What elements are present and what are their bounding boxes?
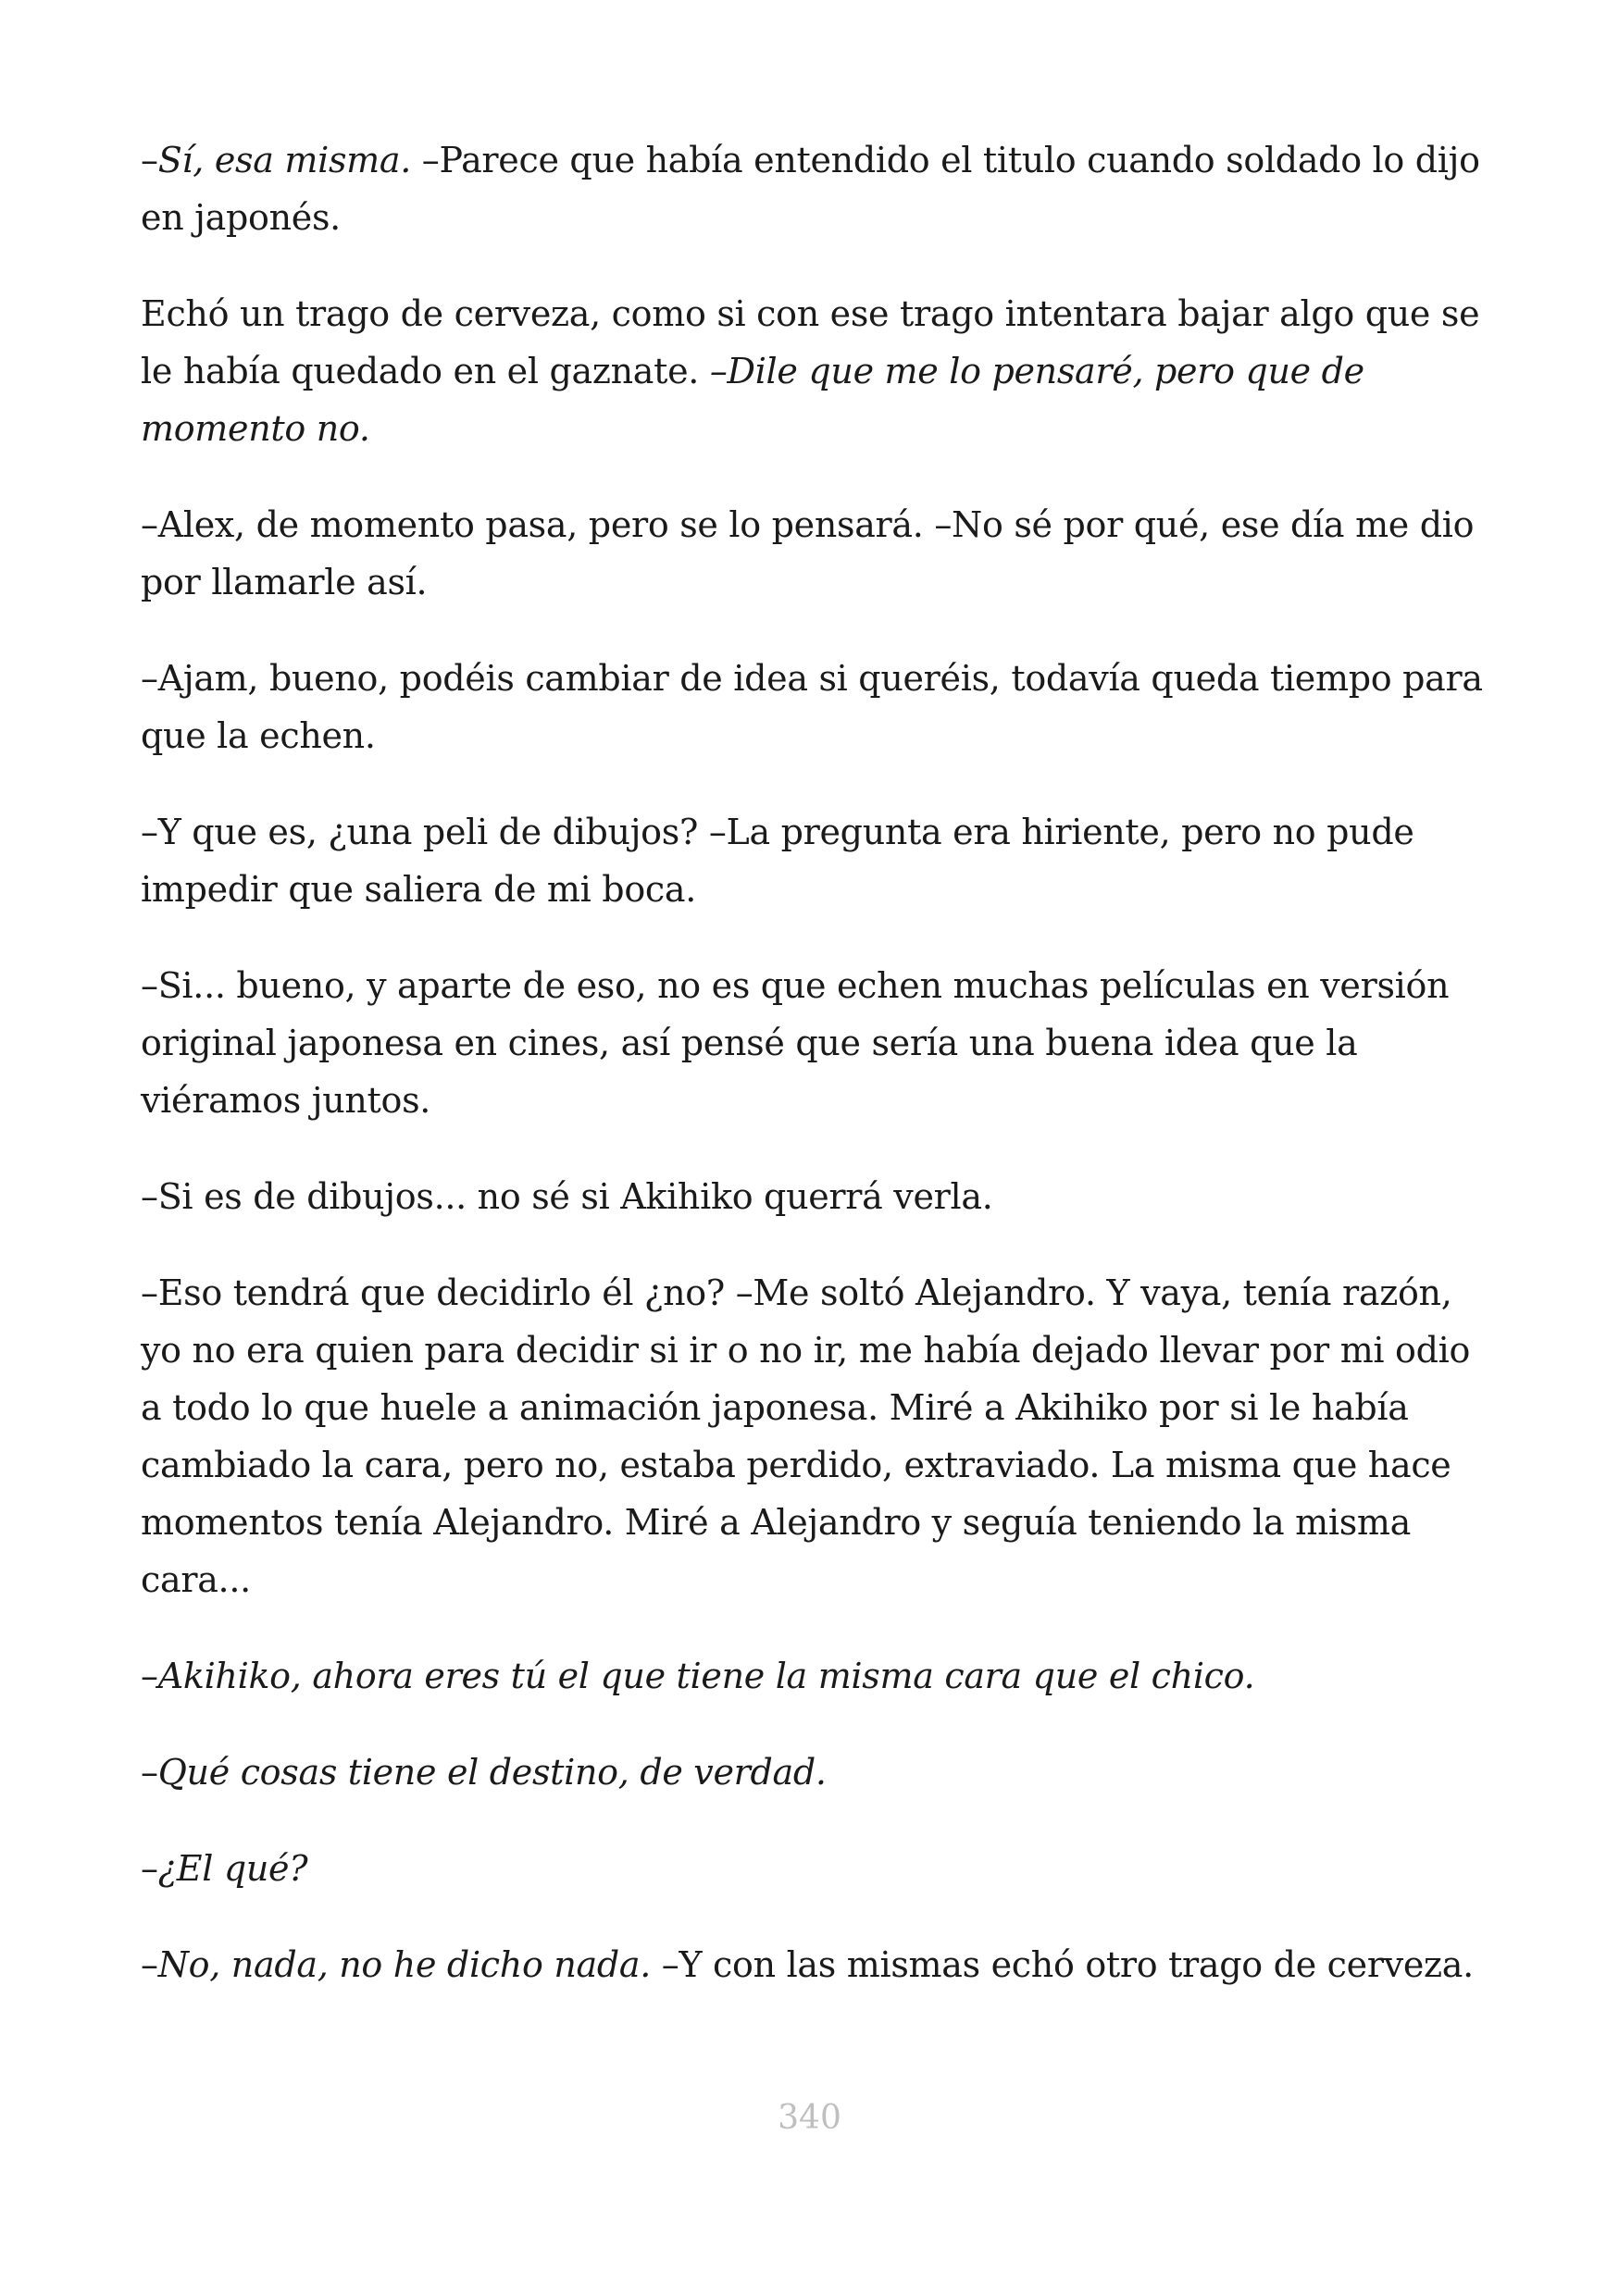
italic-text-run: No, nada, no he dicho nada. xyxy=(157,1944,652,1985)
paragraph xyxy=(141,1936,1492,1993)
paragraph xyxy=(141,957,1492,1129)
text-run: –Si... bueno, y aparte de eso, no es que echen muchas películas en versión original japonesa en cines, así pensé que sería una buena idea que la viéramos juntos. xyxy=(141,965,1450,1121)
text-run: Echó un trago de cerveza, como si con ese trago intentara bajar algo que se le había quedado en el gaznate. xyxy=(141,293,1480,391)
text-run: –Ajam, bueno, podéis cambiar de idea si queréis, todavía queda tiempo para que la echen. xyxy=(141,658,1483,756)
text-run: –Si es de dibujos... no sé si Akihiko querrá verla. xyxy=(141,1176,993,1217)
text-run: – xyxy=(141,1848,158,1889)
text-run: – xyxy=(141,1656,158,1696)
text-run: –Y que es, ¿una peli de dibujos? –La pregunta era hiriente, pero no pude impedir que saliera de mi boca. xyxy=(141,812,1414,910)
italic-text-run: –Dile que me lo pensaré, pero que de momento no. xyxy=(141,351,1364,449)
paragraph xyxy=(141,285,1492,457)
paragraph xyxy=(141,496,1492,611)
text-run: – xyxy=(141,1944,158,1985)
text-run: –Y con las mismas echó otro trago de cerveza. xyxy=(651,1944,1474,1985)
paragraph xyxy=(141,1264,1492,1608)
text-run: –Eso tendrá que decidirlo él ¿no? –Me soltó Alejandro. Y vaya, tenía razón, yo no era quien para decidir si ir o no ir, me había dejado llevar por mi odio a todo lo que huele a animación japonesa. Miré a Akihiko por si le había cambiado la cara, pero no, estaba perdido, extraviado. La misma que hace momentos tenía Alejandro. Miré a Alejandro y seguía teniendo la misma cara... xyxy=(141,1272,1471,1600)
paragraph xyxy=(141,1840,1492,1897)
paragraph xyxy=(141,1744,1492,1801)
text-run: – xyxy=(141,140,158,180)
italic-text-run: Sí, esa misma. xyxy=(157,140,412,180)
text-run: –Alex, de momento pasa, pero se lo pensará. –No sé por qué, ese día me dio por llamarle así. xyxy=(141,504,1475,602)
italic-text-run: Akihiko, ahora eres tú el que tiene la misma cara que el chico. xyxy=(157,1656,1255,1696)
paragraph xyxy=(141,131,1492,246)
paragraph xyxy=(141,650,1492,764)
text-run: –Parece que había entendido el titulo cuando soldado lo dijo en japonés. xyxy=(141,140,1480,238)
italic-text-run: ¿El qué? xyxy=(157,1848,308,1889)
body-text xyxy=(141,131,1492,2032)
page-number: 340 xyxy=(778,2099,841,2137)
paragraph xyxy=(141,1647,1492,1705)
italic-text-run: Qué cosas tiene el destino, de verdad. xyxy=(157,1752,827,1793)
text-run: – xyxy=(141,1752,158,1793)
paragraph xyxy=(141,1168,1492,1225)
paragraph xyxy=(141,803,1492,918)
